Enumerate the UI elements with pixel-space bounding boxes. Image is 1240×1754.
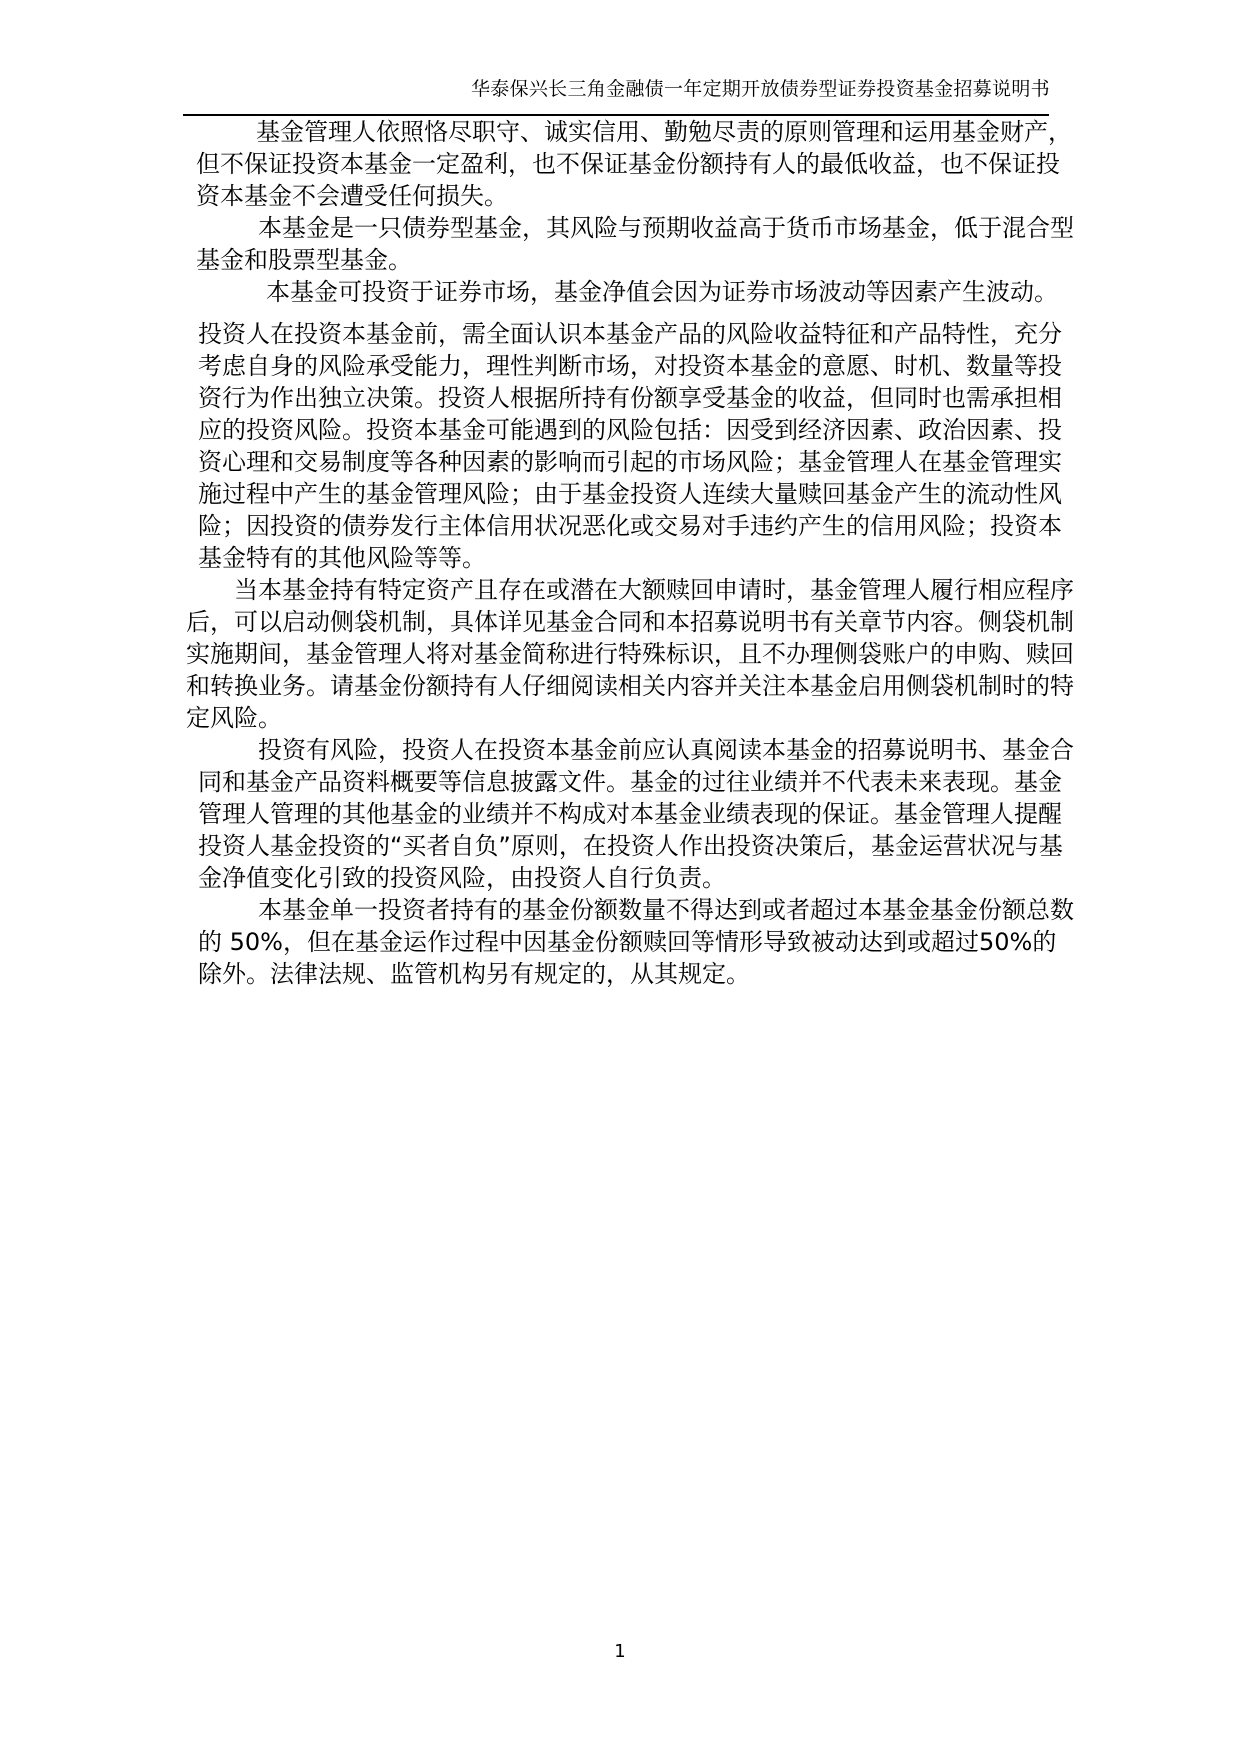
- paragraph-holding-limit: 本基金单一投资者持有的基金份额数量不得达到或者超过本基金基金份额总数的 50%，但在基金运作过程中因基金份额赎回等情形导致被动达到或超过50%的除外。法律法规、监管机构另有规定的，从其规定。: [198, 896, 1074, 988]
- page-header-title: 华泰保兴长三角金融债一年定期开放债券型证券投资基金招募说明书: [470, 78, 1050, 100]
- paragraph-market-volatility: 本基金可投资于证券市场，基金净值会因为证券市场波动等因素产生波动。: [266, 278, 1058, 306]
- paragraph-investor-risks: 投资人在投资本基金前，需全面认识本基金产品的风险收益特征和产品特性，充分考虑自身的风险承受能力，理性判断市场，对投资本基金的意愿、时机、数量等投资行为作出独立决策。投资人根据所持有份额享受基金的收益，但同时也需承担相应的投资风险。投资本基金可能遇到的风险包括：因受到经济因素、政治因素、投资心理和交易制度等各种因素的影响而引起的市场风险；基金管理人在基金管理实施过程中产生的基金管理风险；由于基金投资人连续大量赎回基金产生的流动性风险；因投资的债券发行主体信用状况恶化或交易对手违约产生的信用风险；投资本基金特有的其他风险等等。: [198, 320, 1062, 572]
- paragraph-investment-risk-warning: 投资有风险，投资人在投资本基金前应认真阅读本基金的招募说明书、基金合同和基金产品资料概要等信息披露文件。基金的过往业绩并不代表未来表现。基金管理人管理的其他基金的业绩并不构成对本基金业绩表现的保证。基金管理人提醒投资人基金投资的“买者自负”原则，在投资人作出投资决策后，基金运营状况与基金净值变化引致的投资风险，由投资人自行负责。: [198, 736, 1074, 892]
- paragraph-risk-level: 本基金是一只债券型基金，其风险与预期收益高于货币市场基金，低于混合型基金和股票型基金。: [196, 214, 1074, 274]
- page-number: 1: [614, 1641, 626, 1662]
- paragraph-management-duty: 基金管理人依照恪尽职守、诚实信用、勤勉尽责的原则管理和运用基金财产，但不保证投资本基金一定盈利，也不保证基金份额持有人的最低收益，也不保证投资本基金不会遭受任何损失。: [196, 118, 1072, 210]
- paragraph-side-pocket: 当本基金持有特定资产且存在或潜在大额赎回申请时，基金管理人履行相应程序后，可以启动侧袋机制，具体详见基金合同和本招募说明书有关章节内容。侧袋机制实施期间，基金管理人将对基金简称进行特殊标识，且不办理侧袋账户的申购、赎回和转换业务。请基金份额持有人仔细阅读相关内容并关注本基金启用侧袋机制时的特定风险。: [186, 576, 1074, 732]
- document-body: [186, 116, 1076, 990]
